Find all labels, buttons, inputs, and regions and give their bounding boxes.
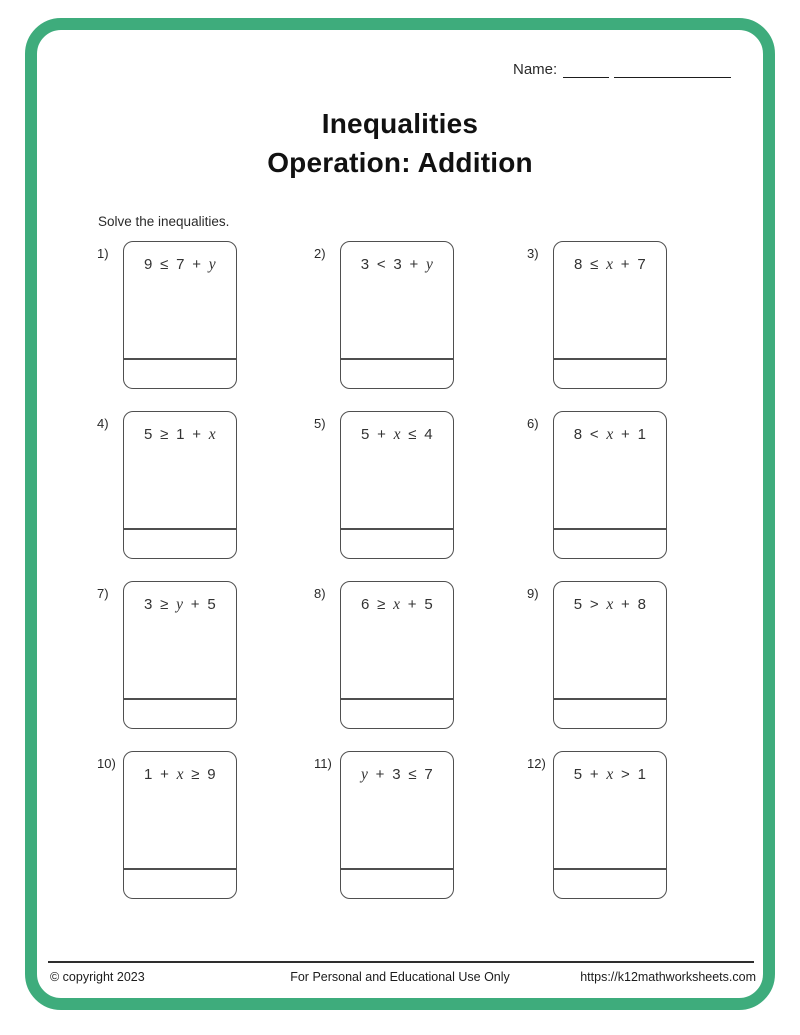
answer-box[interactable] [124,358,236,388]
expression-variable: x [606,596,614,613]
problem-expression [554,752,666,868]
expression-pre: 1 + [144,766,177,783]
footer-usage-text: For Personal and Educational Use Only [290,970,510,984]
problem-cell [527,751,744,921]
footer-copyright: © copyright 2023 [50,970,145,984]
name-blank[interactable] [563,58,731,78]
expression-variable: x [393,596,401,613]
expression-pre: 5 + [361,426,394,443]
problem-number: 10) [97,756,116,771]
problem-cell [527,241,744,411]
instructions-text: Solve the inequalities. [98,214,230,229]
problem-number: 7) [97,586,109,601]
expression-variable: y [176,596,184,613]
problem-box [123,581,237,729]
expression-post: + 5 [400,596,433,613]
problem-box [123,241,237,389]
expression-post: + 7 [613,256,646,273]
name-blank-segment [563,58,609,78]
problem-expression [341,242,453,358]
answer-box[interactable] [124,528,236,558]
expression-pre: 6 ≥ [361,596,394,613]
problem-cell [527,411,744,581]
problem-cell [314,751,527,921]
expression-post: ≥ 9 [183,766,216,783]
expression-variable: y [361,766,369,783]
name-row [513,58,731,78]
answer-box[interactable] [554,698,666,728]
expression-variable: y [426,256,434,273]
expression-pre: 5 + [573,766,607,783]
problem-number: 2) [314,246,326,261]
problem-cell [314,411,527,581]
expression-post: + 1 [613,426,647,443]
problem-expression [124,752,236,868]
expression-post: + 8 [613,596,647,613]
problems-grid [97,241,744,921]
worksheet-title [0,104,800,182]
problem-cell [97,241,314,411]
problem-box [340,411,454,559]
expression-pre: 9 ≤ 7 + [144,256,209,273]
expression-pre: 8 < [573,426,607,443]
title-line-1: Inequalities [321,108,479,139]
name-blank-segment [614,58,731,78]
expression-post: ≤ 4 [400,426,433,443]
problem-cell [97,411,314,581]
expression-variable: x [393,426,401,443]
expression-pre: 3 < 3 + [360,256,427,273]
expression-variable: y [208,256,216,273]
problem-number: 6) [527,416,539,431]
problem-box [123,751,237,899]
answer-box[interactable] [341,698,453,728]
problem-box [340,581,454,729]
answer-box[interactable] [124,698,236,728]
expression-pre: 5 > [573,596,607,613]
expression-variable: x [606,256,614,273]
problem-cell [97,581,314,751]
expression-pre: 8 ≤ [574,256,607,273]
expression-post: > 1 [613,766,647,783]
problem-expression [341,582,453,698]
answer-box[interactable] [554,358,666,388]
problem-expression [341,752,453,868]
problem-box [553,581,667,729]
problem-number: 5) [314,416,326,431]
problem-expression [554,242,666,358]
problem-expression [124,242,236,358]
problem-number: 1) [97,246,109,261]
problem-cell [314,581,527,751]
expression-post: + 3 ≤ 7 [368,766,433,783]
problem-box [123,411,237,559]
problem-box [340,751,454,899]
problem-number: 4) [97,416,109,431]
problem-box [553,411,667,559]
problem-number: 9) [527,586,539,601]
expression-variable: x [606,426,614,443]
problem-expression [124,582,236,698]
expression-variable: x [176,766,184,783]
problem-box [340,241,454,389]
problem-number: 12) [527,756,546,771]
answer-box[interactable] [341,528,453,558]
problem-number: 8) [314,586,326,601]
answer-box[interactable] [341,868,453,898]
problem-box [553,751,667,899]
answer-box[interactable] [554,528,666,558]
footer-url: https://k12mathworksheets.com [580,970,756,984]
expression-pre: 5 ≥ 1 + [144,426,209,443]
problem-number: 11) [314,756,332,771]
problem-number: 3) [527,246,539,261]
problem-box [553,241,667,389]
problem-expression [341,412,453,528]
expression-pre: 3 ≥ [144,596,177,613]
title-line-2: Operation: Addition [267,147,533,178]
problem-cell [97,751,314,921]
problem-cell [314,241,527,411]
problem-expression [124,412,236,528]
expression-variable: x [606,766,614,783]
expression-post: + 5 [183,596,216,613]
footer-divider [48,961,754,963]
answer-box[interactable] [124,868,236,898]
answer-box[interactable] [554,868,666,898]
answer-box[interactable] [341,358,453,388]
problem-expression [554,582,666,698]
footer [0,970,800,988]
name-label: Name: [513,61,558,78]
problem-expression [554,412,666,528]
expression-variable: x [208,426,216,443]
problem-cell [527,581,744,751]
